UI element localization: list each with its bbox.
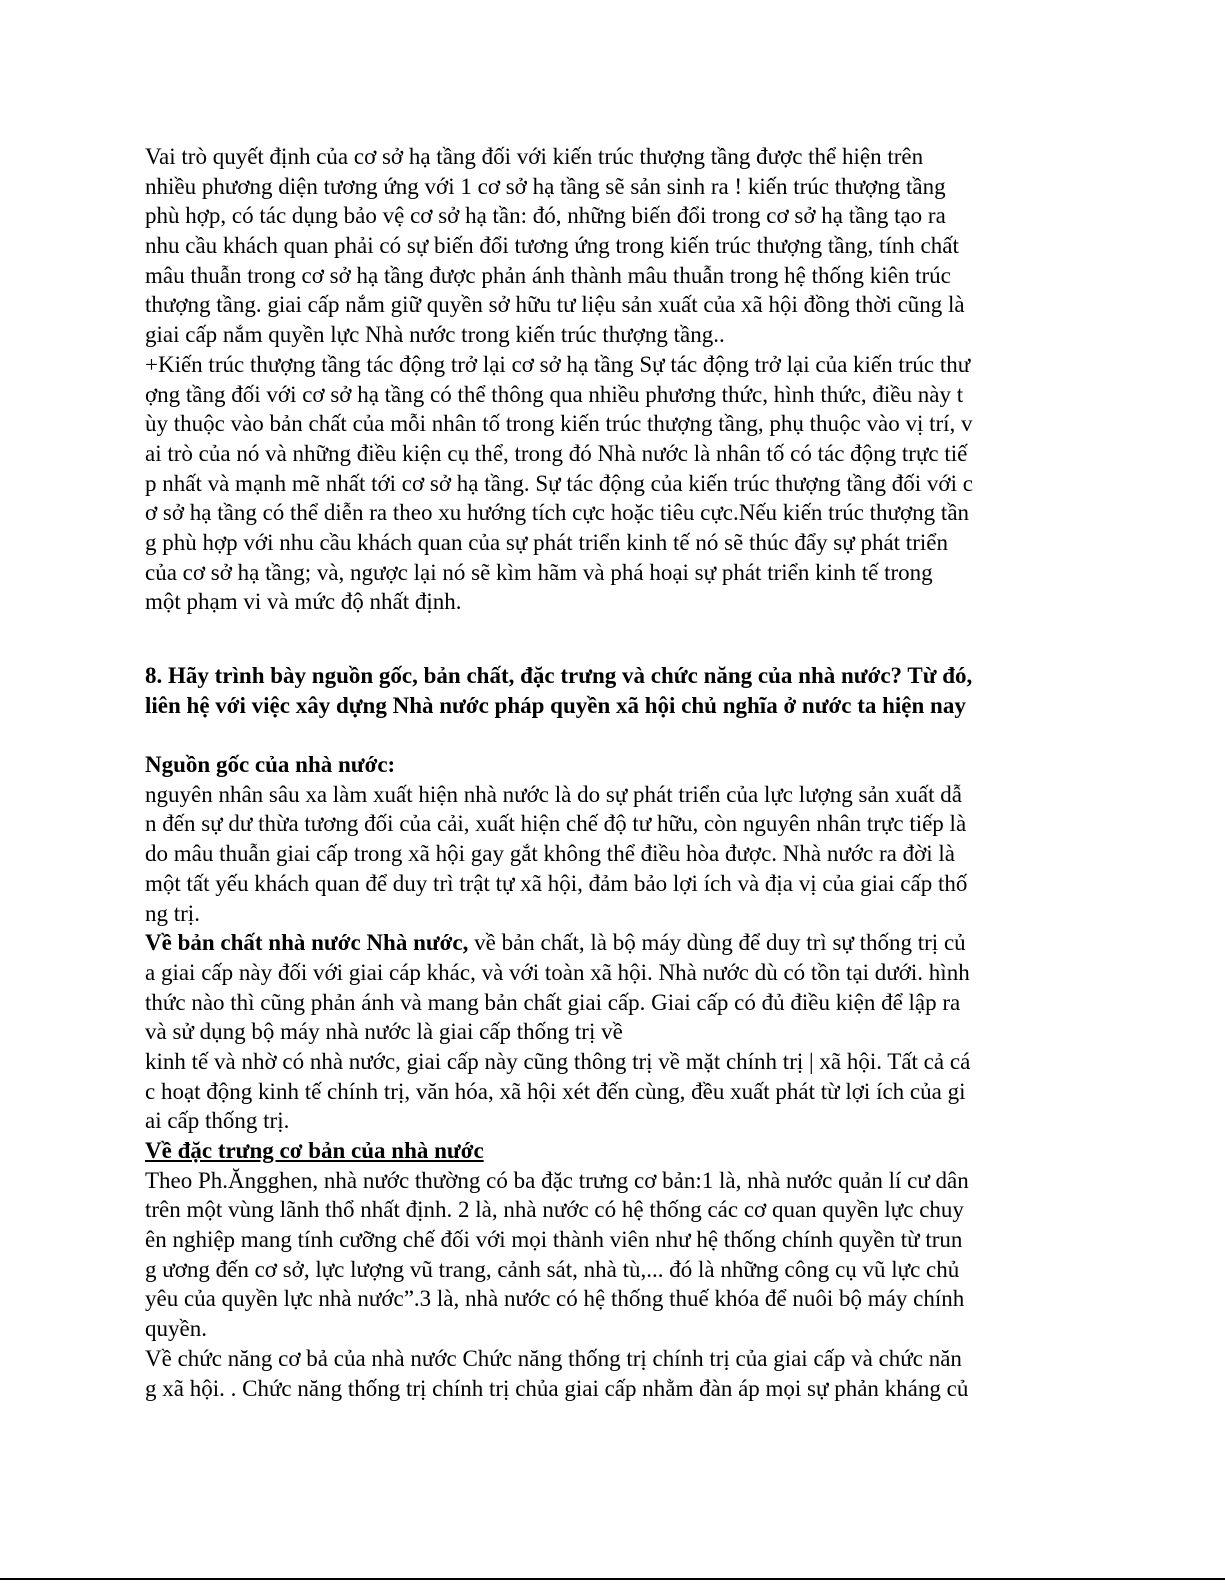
- text-line: +Kiến trúc thượng tầng tác động trở lại cơ sở hạ tầng Sự tác động trở lại của kiến trúc thư: [145, 351, 971, 377]
- text-line: ùy thuộc vào bản chất của mỗi nhân tố trong kiến trúc thượng tầng, phụ thuộc vào vị trí, v: [145, 411, 973, 437]
- text-line: quyền.: [145, 1316, 207, 1342]
- text-line: của cơ sở hạ tầng; và, ngược lại nó sẽ kìm hãm và phá hoại sự phát triển kinh tế trong: [145, 559, 933, 585]
- text-line: g xã hội. . Chức năng thống trị chính trị chủa giai cấp nhằm đàn áp mọi sự phản kháng củ: [145, 1375, 969, 1401]
- text-line: một phạm vi và mức độ nhất định.: [145, 589, 462, 615]
- features-heading: Về đặc trưng cơ bản của nhà nước: [145, 1138, 484, 1163]
- text-line: Vai trò quyết định của cơ sở hạ tầng đối với kiến trúc thượng tầng được thể hiện trên: [145, 144, 924, 169]
- text-line: nhiều phương diện tương ứng với 1 cơ sở hạ tầng sẽ sản sinh ra ! kiến trúc thượng tầng: [145, 173, 946, 199]
- text-line: Về chức năng cơ bả của nhà nước Chức năng thống trị chính trị của giai cấp và chức năn: [145, 1345, 962, 1371]
- text-line: kinh tế và nhờ có nhà nước, giai cấp này cũng thông trị về mặt chính trị | xã hội. Tất cả cá: [145, 1048, 971, 1074]
- section-nature: [145, 928, 1070, 1136]
- text-line: do mâu thuẫn giai cấp trong xã hội gay gắt không thể điều hòa được. Nhà nước ra đời là: [145, 841, 955, 867]
- text-line: ợng tầng đối với cơ sở hạ tầng có thể thông qua nhiều phương thức, hình thức, điều này t: [145, 381, 964, 407]
- spacer: [145, 617, 1070, 661]
- origin-heading: Nguồn gốc của nhà nước:: [145, 752, 396, 778]
- text-line: ng trị.: [145, 900, 200, 926]
- text-line: mâu thuẫn trong cơ sở hạ tầng được phản ánh thành mâu thuẫn trong hệ thống kiên trúc: [145, 262, 951, 288]
- text-line: c hoạt động kinh tế chính trị, văn hóa, xã hội xét đến cùng, đều xuất phát từ lợi ích của gi: [145, 1078, 966, 1104]
- question-heading: [145, 661, 1070, 720]
- nature-first-line: [145, 928, 1070, 958]
- text-line: g phù hợp với nhu cầu khách quan của sự phát triển kinh tế nó sẽ thúc đẩy sự phát triển: [145, 529, 948, 555]
- text-line: Theo Ph.Ăngghen, nhà nước thường có ba đặc trưng cơ bản:1 là, nhà nước quản lí cư dân: [145, 1167, 969, 1193]
- section-features: [145, 1136, 1070, 1344]
- text-line: ơ sở hạ tầng có thể diễn ra theo xu hướng tích cực hoặc tiêu cực.Nếu kiến trúc thượng tần: [145, 500, 970, 526]
- text-line: nhu cầu khách quan phải có sự biến đổi tương ứng trong kiến trúc thượng tầng, tính chất: [145, 233, 959, 259]
- nature-first-line-rest: về bản chất, là bộ máy dùng để duy trì sự thống trị củ: [468, 930, 966, 956]
- text-line: ai trò của nó và những điều kiện cụ thể, trong đó Nhà nước là nhân tố có tác động trực tiế: [145, 440, 968, 466]
- text-line: thượng tầng. giai cấp nắm giữ quyền sở hữu tư liệu sản xuất của xã hội đồng thời cũng là: [145, 292, 965, 318]
- spacer: [145, 720, 1070, 750]
- section-functions: [145, 1344, 1070, 1403]
- text-line: phù hợp, có tác dụng bảo vệ cơ sở hạ tần: đó, những biến đổi trong cơ sở hạ tầng tạo ra: [145, 203, 946, 229]
- text-line: nguyên nhân sâu xa làm xuất hiện nhà nước là do sự phát triển của lực lượng sản xuất dẫ: [145, 781, 962, 807]
- page-bottom-border: [0, 1578, 1225, 1580]
- nature-heading: Về bản chất nhà nước Nhà nước,: [145, 930, 469, 956]
- question-line: 8. Hãy trình bày nguồn gốc, bản chất, đặc trưng và chức năng của nhà nước? Từ đó,: [145, 663, 973, 688]
- text-line: n đến sự dư thừa tương đối của cải, xuất hiện chế độ tư hữu, còn nguyên nhân trực tiếp là: [145, 811, 967, 837]
- text-line: p nhất và mạnh mẽ nhất tới cơ sở hạ tầng. Sự tác động của kiến trúc thượng tầng đối với c: [145, 470, 973, 496]
- text-line: một tất yếu khách quan để duy trì trật tự xã hội, đảm bảo lợi ích và địa vị của giai cấp thố: [145, 870, 968, 896]
- text-line: a giai cấp này đối với giai cáp khác, và với toàn xã hội. Nhà nước dù có tồn tại dưới. hình: [145, 959, 970, 985]
- text-line: thức nào thì cũng phản ánh và mang bản chất giai cấp. Giai cấp có đủ điều kiện để lập ra: [145, 989, 961, 1015]
- question-line: liên hệ với việc xây dựng Nhà nước pháp quyền xã hội chủ nghĩa ở nước ta hiện nay: [145, 692, 966, 718]
- paragraph-superstructure-impact: [145, 350, 1070, 617]
- text-line: yêu của quyền lực nhà nước”.3 là, nhà nước có hệ thống thuế khóa để nuôi bộ máy chính: [145, 1286, 965, 1312]
- text-line: giai cấp nắm quyền lực Nhà nước trong kiến trúc thượng tầng..: [145, 322, 725, 348]
- paragraph-base-role: [145, 142, 1070, 350]
- text-line: và sử dụng bộ máy nhà nước là giai cấp thống trị về: [145, 1019, 623, 1045]
- text-line: trên một vùng lãnh thổ nhất định. 2 là, nhà nước có hệ thống các cơ quan quyền lực chuy: [145, 1197, 964, 1223]
- text-line: g ương đến cơ sở, lực lượng vũ trang, cảnh sát, nhà tù,... đó là những công cụ vũ lực chủ: [145, 1256, 960, 1282]
- text-line: ên nghiệp mang tính cưỡng chế đối với mọi thành viên như hệ thống chính quyền từ trun: [145, 1227, 963, 1253]
- document-body: [145, 142, 1070, 1403]
- section-origin: [145, 750, 1070, 928]
- text-line: ai cấp thống trị.: [145, 1108, 290, 1134]
